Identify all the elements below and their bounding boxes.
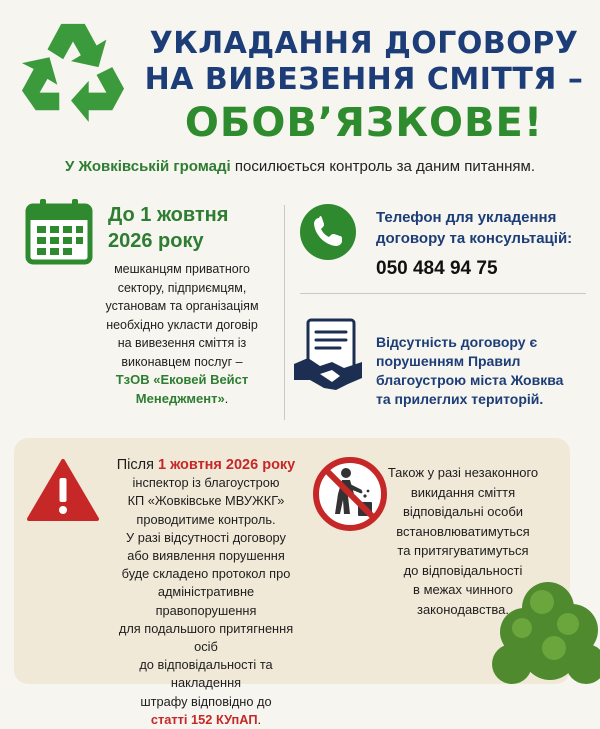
also-line: в межах чинного [413,582,513,597]
intro-text [0,158,600,175]
after-line: штрафу відповідно до [140,693,272,709]
violation-text [376,333,576,409]
deadline-description [98,260,266,408]
recycle-icon [14,18,132,124]
control-text [106,456,306,729]
org-suffix: . [224,391,229,406]
org-name-line-2: Менеджмент» [135,390,225,406]
also-line: та притягуватимуться [397,543,529,558]
desc-line: виконавцем послуг – [121,354,243,369]
violation-line: та прилеглих територій. [376,391,544,407]
after-line: для подальшого притягнення осіб [118,620,294,655]
phone-number[interactable]: 050 484 94 75 [376,258,498,279]
vertical-divider [284,205,285,420]
also-line: відповідальні особи [402,504,524,519]
after-line: до відповідальності та накладення [139,657,273,691]
after-line: адміністративне правопорушення [155,584,257,618]
also-line: викидання сміття [410,484,516,500]
tree-icon [488,568,600,684]
after-line: буде складено протокол про [121,566,291,582]
no-littering-icon [310,454,390,534]
title-line-3: ОБОВ’ЯЗКОВЕ! [184,100,544,146]
violation-line: благоустрою міста Жовква [376,372,564,388]
warning-icon [26,458,100,522]
after-prefix: Після [116,457,158,473]
desc-line: установам та організаціям [105,299,259,313]
handshake-document-icon [290,318,366,394]
also-line: Також у разі незаконного [387,465,539,480]
deadline-heading [108,202,258,254]
after-line: У разі відсутності договору [126,529,286,545]
intro-highlight: У Жовківській громаді [64,158,231,175]
also-line: законодавства. [416,601,509,617]
phone-label-line-2: договору та консультацій: [376,230,573,247]
desc-line: на вивезення сміття із [117,336,247,350]
org-name-line-1: ТзОВ «Ековей Вейст [115,372,249,387]
desc-line: необхідно укласти договір [106,317,258,332]
horizontal-divider [300,293,586,294]
also-line: встановлюватимуться [396,523,530,539]
deadline-line-1: До 1 жовтня [108,204,229,226]
after-line: проводитиме контроль. [136,511,276,527]
violation-line: Відсутність договору є [376,334,538,350]
article-ref: статті 152 КУпАП [150,711,258,727]
deadline-line-2: 2026 року [108,230,204,252]
article-suffix: . [257,711,262,727]
phone-label-line-1: Телефон для укладення [376,209,557,226]
after-date: 1 жовтня 2026 року [157,457,296,473]
calendar-icon [24,196,94,266]
after-line: КП «Жовківське МВУЖКГ» [127,493,285,509]
after-line: або виявлення порушення [127,548,285,564]
phone-label [376,207,586,249]
also-line: до відповідальності [403,562,523,578]
desc-line: сектору, підприємцям, [117,280,247,295]
phone-icon [300,204,356,260]
intro-rest: посилюється контроль за даним питанням. [230,158,535,175]
title-line-2: НА ВИВЕЗЕННЯ СМІТТЯ – [144,62,584,97]
after-line: інспектор із благоустрою [132,475,280,491]
title-line-1: УКЛАДАННЯ ДОГОВОРУ [149,26,579,61]
desc-line: мешканцям приватного [114,262,250,276]
violation-line: порушенням Правил [376,353,521,369]
